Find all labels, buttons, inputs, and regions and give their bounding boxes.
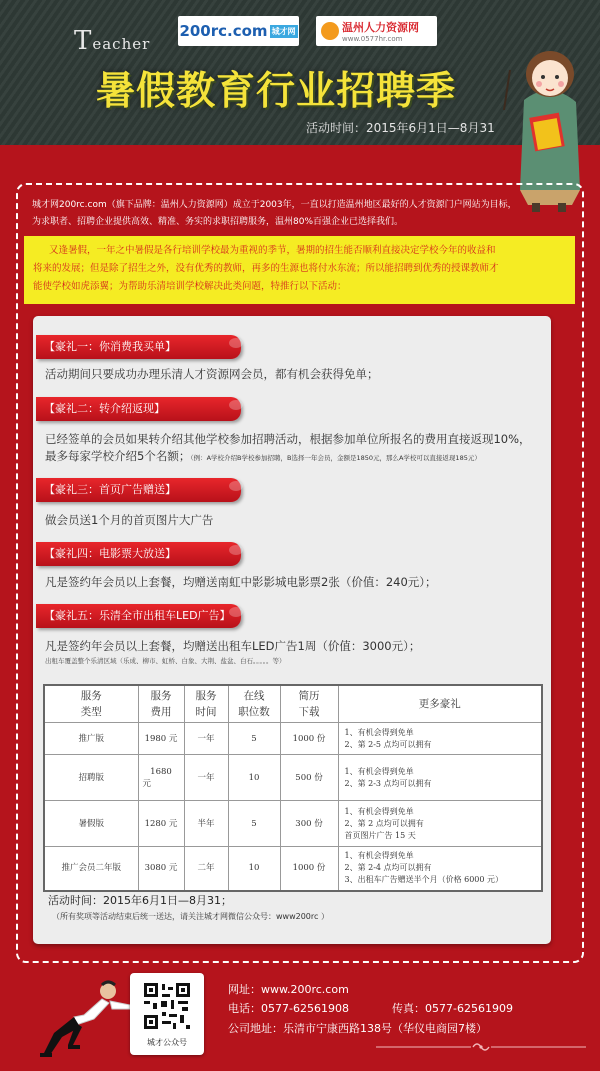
tail-activity-time: 活动时间：2015年6月1日—8月31； bbox=[48, 894, 232, 907]
logo-0577hr-url: www.0577hr.com bbox=[342, 35, 403, 43]
gift-3-text: 做会员送1个月的首页图片大广告 bbox=[45, 513, 214, 527]
gift-3-label: 【豪礼三：首页广告赠送】 bbox=[36, 478, 241, 502]
sun-logo-icon bbox=[321, 22, 339, 40]
qr-code-card[interactable] bbox=[130, 973, 204, 1055]
logo-0577hr[interactable] bbox=[316, 16, 437, 46]
table-header: 服务 时间 bbox=[184, 685, 228, 723]
logo-200rc[interactable] bbox=[178, 16, 299, 46]
table-row: 推广版 1980 元 一年 5 1000 份 1、有机会得到免单 2、第 2-5 点均可以拥有 bbox=[44, 723, 542, 755]
gift-4-text: 凡是签约年会员以上套餐，均赠送南虹中影影城电影票2张（价值：240元）； bbox=[45, 575, 437, 589]
gift-1-label: 【豪礼一：你消费我买单】 bbox=[36, 335, 241, 359]
footer-phone: 电话：0577-62561908 bbox=[228, 1002, 349, 1015]
table-header: 更多豪礼 bbox=[338, 685, 542, 723]
gift-4-label: 【豪礼四：电影票大放送】 bbox=[36, 542, 241, 566]
page-title: 暑假教育行业招聘季 bbox=[96, 69, 457, 114]
ornament-divider bbox=[376, 1041, 586, 1053]
footer-website[interactable]: 网址：www.200rc.com bbox=[228, 983, 349, 996]
table-header: 简历 下载 bbox=[280, 685, 338, 723]
table-row: 招聘版 1680 元 一年 10 500 份 1、有机会得到免单 2、第 2-3 点均可以拥有 bbox=[44, 755, 542, 801]
gift-2-text2: 最多每家学校介绍5个名额；（例：A学校介绍B学校参加招聘，B选择一年会员，金额是1850元，那么A学校可以直接返现185元） bbox=[45, 449, 481, 463]
running-man-illustration bbox=[14, 975, 134, 1060]
footer-fax: 传真：0577-62561909 bbox=[392, 1002, 513, 1015]
footer-address: 公司地址：乐清市宁康西路138号（华仪电商园7楼） bbox=[228, 1022, 487, 1035]
activity-time: 活动时间：2015年6月1日—8月31 bbox=[306, 121, 495, 135]
gift-5-label: 【豪礼五：乐清全市出租车LED广告】 bbox=[36, 604, 241, 628]
gift-1-text: 活动期间只要成功办理乐清人才资源网会员，都有机会获得免单； bbox=[45, 367, 379, 381]
gift-5-note: 出租车覆盖整个乐清区域（乐成、柳市、虹桥、白象、大荆、盐盆、白石。。。。。等） bbox=[45, 657, 286, 665]
gift-5-text: 凡是签约年会员以上套餐，均赠送出租车LED广告1周（价值：3000元）； bbox=[45, 639, 421, 653]
gift-2-text: 已经签单的会员如果转介绍其他学校参加招聘活动，根据参加单位所报名的费用直接返现10%， bbox=[45, 432, 531, 446]
logo-200rc-text: 200rc.com bbox=[179, 22, 268, 40]
intro-text: 城才网200rc.com（旗下品牌：温州人力资源网）成立于2003年，一直以打造温州地区最好的人才资源门户网站为目标， 为求职者、招聘企业提供高效、精准、务实的求职招聘服务，温州80%百强企业已选择我们。 bbox=[32, 200, 517, 227]
table-row: 暑假版 1280 元 半年 5 300 份 1、有机会得到免单 2、第 2 点均可以拥有 首页图片广告 15 天 bbox=[44, 801, 542, 847]
gift-2-label: 【豪礼二：转介绍返现】 bbox=[36, 397, 241, 421]
tail-note: （所有奖项等活动结束后统一送达，请关注城才网微信公众号：www200rc ） bbox=[52, 912, 329, 921]
table-row: 推广会员二年版 3080 元 二年 10 1000 份 1、有机会得到免单 2、第 2-4 点均可以拥有 3、出租车广告赠送半个月（价格 6000 元） bbox=[44, 847, 542, 891]
table-header: 服务 类型 bbox=[44, 685, 138, 723]
table-header-row bbox=[44, 685, 542, 723]
table-header: 服务 费用 bbox=[138, 685, 184, 723]
table-header: 在线 职位数 bbox=[228, 685, 280, 723]
price-table bbox=[43, 684, 543, 892]
gift-2-note: （例：A学校介绍B学校参加招聘，B选择一年会员，金额是1850元，那么A学校可以直接返现185元） bbox=[190, 454, 481, 462]
notice-box: 又逢暑假，一年之中暑假是各行培训学校最为重视的季节，暑期的招生能否顺利直接决定学校今年的收益和 将来的发展；但是除了招生之外，没有优秀的教师，再多的生源也将付水东流；所以能招聘到优秀的授课教师才 能使学校如虎添翼；为帮助乐清培训学校解决此类问题，特推行以下活动： bbox=[24, 236, 575, 304]
logo-0577hr-name: 温州人力资源网 bbox=[342, 21, 419, 34]
qr-label: 城才公众号 bbox=[147, 1038, 187, 1047]
logo-200rc-badge: 城才网 bbox=[271, 26, 296, 36]
teacher-word: Teacher bbox=[74, 26, 151, 56]
qr-code-icon bbox=[142, 981, 192, 1031]
